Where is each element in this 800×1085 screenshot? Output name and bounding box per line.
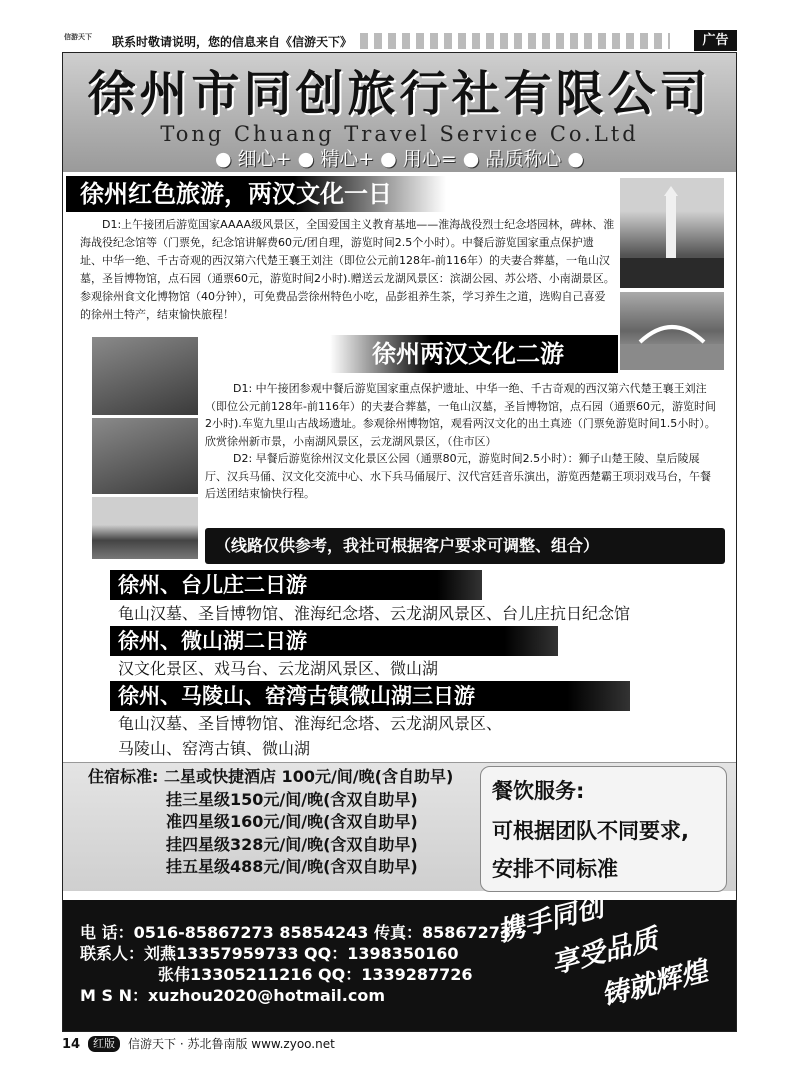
company-name-en: Tong Chuang Travel Service Co.Ltd [160, 122, 639, 146]
route1-desc: 龟山汉墓、圣旨博物馆、淮海纪念塔、云龙湖风景区、台儿庄抗日纪念馆 [118, 604, 631, 623]
magazine-logo: 信游天下 [64, 33, 92, 41]
ad-frame [62, 52, 737, 1032]
motto-line3: 铸就辉煌 [598, 955, 711, 1013]
tour2-title: 徐州两汉文化二游 [372, 340, 564, 368]
motto-line2: 享受品质 [548, 923, 661, 981]
tour1-itinerary: D1:上午接团后游览国家AAAA级风景区，全国爱国主义教育基地——淮海战役烈士纪念塔园林，碑林、淮海战役纪念馆等（门票免，纪念馆讲解费60元/团自理，游览时间2.5个小时）。中餐后游览国家重点保护遗址、中华一绝、千古奇观的西汉第六代楚王襄王刘注（即位公元前128年-前116年）的夫妻合葬墓，一龟山汉墓，圣旨博物馆，点石园（通票60元，游览时间2小时).赠送云龙湖风景区：滨湖公园、苏公塔、小南湖景区。参观徐州食文化博物馆（40分钟），可免费品尝徐州特色小吃，品彭祖养生茶，学习养生之道，选购自己喜爱的徐州土特产，结束愉快旅程！ [80, 218, 615, 321]
route-notice: （线路仅供参考，我社可根据客户要求可调整、组合） [215, 536, 600, 555]
tour2-day1: D1: 中午接团参观中餐后游览国家重点保护遗址、中华一绝、千古奇观的西汉第六代楚王襄王刘注（即位公元前128年-前116年）的夫妻合葬墓，一龟山汉墓，圣旨博物馆，点石园（通票60元，游览时间2小时).车览九里山古战场遗址。参观徐州博物馆，观看两汉文化的出土真迹（门票免游览时间1.5小时）。欣赏徐州新市景，小南湖风景区，云龙湖风景区，（住市区） [205, 382, 716, 448]
route3-desc-line1: 龟山汉墓、圣旨博物馆、淮海纪念塔、云龙湖风景区、 [118, 714, 503, 733]
msn-line: M S N：xuzhou2020@hotmail.com [80, 986, 386, 1005]
accommodation-item: 准四星级160元/间/晚(含双自助早) [166, 812, 418, 831]
dining-line1: 可根据团队不同要求, [492, 819, 689, 843]
motto-line1: 携手同创 [494, 891, 607, 949]
route2-title: 徐州、微山湖二日游 [118, 629, 307, 653]
accommodation-item: 挂五星级488元/间/晚(含双自助早) [166, 857, 418, 876]
route2-desc: 汉文化景区、戏马台、云龙湖风景区、微山湖 [118, 659, 439, 678]
accommodation-item: 挂三星级150元/间/晚(含双自助早) [166, 789, 418, 809]
phone-line: 电 话：0516-85867273 85854243 传真：85867273 [80, 923, 512, 942]
accommodation-item: 挂四星级328元/间/晚(含双自助早) [166, 834, 418, 854]
route1-title: 徐州、台儿庄二日游 [118, 573, 307, 597]
edition-badge: 红版 [88, 1036, 120, 1052]
accommodation-label: 住宿标准: [88, 767, 159, 786]
accommodation-item: 二星或快捷酒店 100元/间/晚(含自助早) [163, 767, 454, 786]
decorative-stripe [360, 33, 670, 49]
route3-title: 徐州、马陵山、窑湾古镇微山湖三日游 [118, 684, 475, 708]
top-notice: 联系时敬请说明，您的信息来自《信游天下》 [112, 35, 353, 49]
contact-person-2: 张伟13305211216 QQ：1339287726 [158, 965, 473, 984]
company-name: 徐州市同创旅行社有限公司 [87, 66, 712, 122]
dining-line2: 安排不同标准 [492, 857, 618, 881]
page-number: 14 [62, 1037, 81, 1052]
route3-desc-line2: 马陵山、窑湾古镇、微山湖 [118, 739, 311, 758]
tour1-title: 徐州红色旅游，两汉文化一日 [80, 180, 392, 208]
footer-text: 信游天下 · 苏北鲁南版 www.zyoo.net [128, 1037, 335, 1051]
dining-title: 餐饮服务: [492, 779, 585, 803]
ad-tag: 广告 [694, 30, 737, 51]
tour2-day2: D2: 早餐后游览徐州汉文化景区公园（通票80元，游览时间2.5小时）：狮子山楚王陵、皇后陵展厅、汉兵马俑、汉文化交流中心、水下兵马俑展厅、汉代宫廷音乐演出，游览西楚霸王项羽戏马台，午餐后送团结束愉快行程。 [205, 452, 711, 500]
contact-person-1: 联系人：刘燕13357959733 QQ：1398350160 [80, 944, 459, 963]
slogan: ● 细心+ ● 精心+ ● 用心= ● 品质称心 ● [215, 148, 584, 170]
